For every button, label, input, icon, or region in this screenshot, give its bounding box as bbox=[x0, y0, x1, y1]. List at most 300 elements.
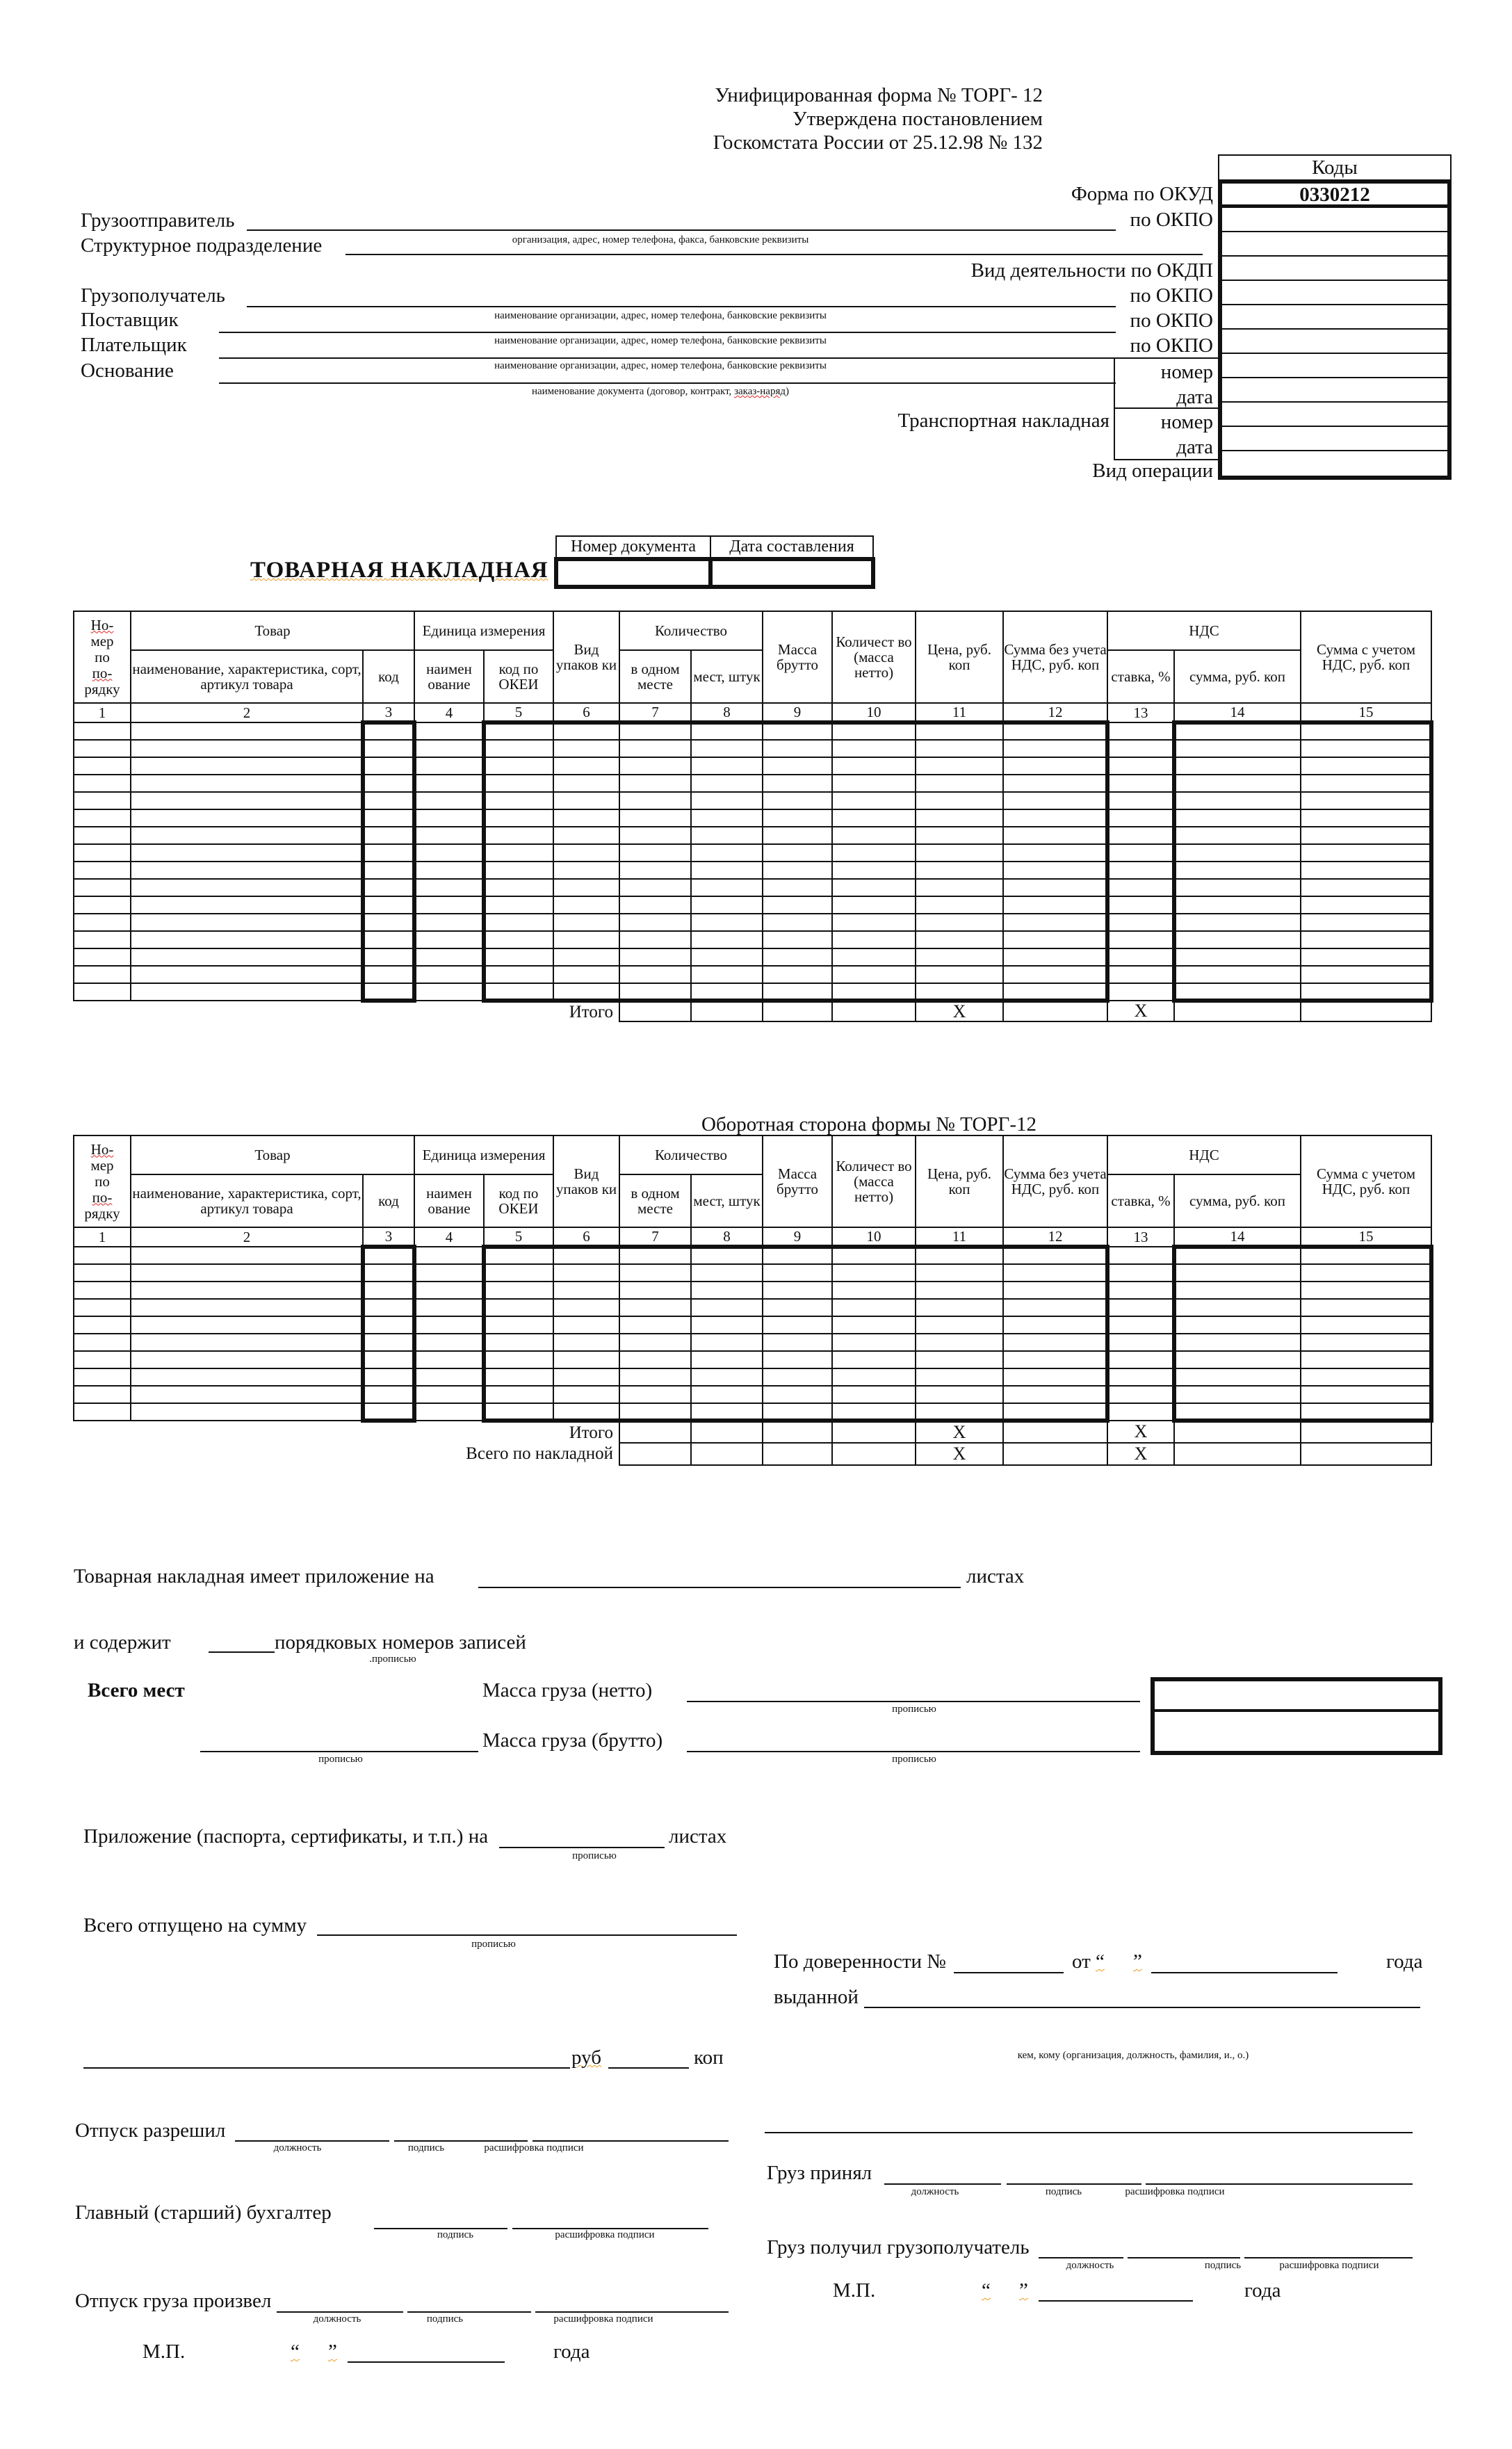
table-cell[interactable] bbox=[916, 740, 1003, 757]
table-cell[interactable] bbox=[74, 827, 131, 844]
table-cell[interactable] bbox=[484, 1316, 553, 1334]
table-cell[interactable] bbox=[484, 740, 553, 757]
transport-date-code[interactable] bbox=[1222, 427, 1447, 451]
table-cell[interactable] bbox=[1301, 931, 1431, 948]
gross-mass-value[interactable] bbox=[1155, 1712, 1438, 1751]
table-cell[interactable] bbox=[916, 931, 1003, 948]
total-cell[interactable] bbox=[619, 1443, 691, 1465]
table-cell[interactable] bbox=[763, 740, 832, 757]
released-sum-field[interactable] bbox=[317, 1934, 737, 1936]
table-cell[interactable] bbox=[619, 1316, 691, 1334]
table-cell[interactable] bbox=[832, 1334, 916, 1351]
table-cell[interactable] bbox=[916, 827, 1003, 844]
table-cell[interactable] bbox=[414, 879, 484, 896]
table-cell[interactable] bbox=[691, 1247, 763, 1264]
table-cell[interactable] bbox=[1174, 931, 1301, 948]
table-cell[interactable] bbox=[916, 1264, 1003, 1282]
table-cell[interactable] bbox=[414, 740, 484, 757]
table-cell[interactable] bbox=[916, 966, 1003, 983]
total-places-field[interactable] bbox=[200, 1751, 478, 1752]
table-cell[interactable] bbox=[414, 1247, 484, 1264]
table-cell[interactable] bbox=[1301, 896, 1431, 914]
table-cell[interactable] bbox=[1301, 809, 1431, 827]
attachments-field[interactable] bbox=[499, 1847, 665, 1848]
table-cell[interactable] bbox=[131, 775, 363, 792]
total-cell[interactable] bbox=[691, 1443, 763, 1465]
table-cell[interactable] bbox=[131, 1334, 363, 1351]
table-cell[interactable] bbox=[916, 1403, 1003, 1421]
table-cell[interactable] bbox=[1107, 1334, 1174, 1351]
table-cell[interactable] bbox=[832, 931, 916, 948]
table-cell[interactable] bbox=[131, 862, 363, 879]
table-cell[interactable] bbox=[553, 983, 619, 1001]
table-cell[interactable] bbox=[619, 775, 691, 792]
table-cell[interactable] bbox=[916, 948, 1003, 966]
table-cell[interactable] bbox=[1174, 1316, 1301, 1334]
table-cell[interactable] bbox=[916, 879, 1003, 896]
table-cell[interactable] bbox=[1174, 1386, 1301, 1403]
table-cell[interactable] bbox=[553, 966, 619, 983]
table-cell[interactable] bbox=[414, 722, 484, 740]
table-cell[interactable] bbox=[363, 931, 414, 948]
table-cell[interactable] bbox=[1003, 879, 1107, 896]
table-cell[interactable] bbox=[1107, 827, 1174, 844]
table-cell[interactable] bbox=[763, 1247, 832, 1264]
table-cell[interactable] bbox=[1174, 827, 1301, 844]
table-cell[interactable] bbox=[1301, 1334, 1431, 1351]
table-cell[interactable] bbox=[1174, 914, 1301, 931]
table-cell[interactable] bbox=[1107, 931, 1174, 948]
table-cell[interactable] bbox=[484, 1264, 553, 1282]
table-cell[interactable] bbox=[832, 1368, 916, 1386]
total-cell[interactable] bbox=[619, 1421, 691, 1443]
table-cell[interactable] bbox=[1174, 1264, 1301, 1282]
table-cell[interactable] bbox=[74, 879, 131, 896]
total-cell[interactable] bbox=[763, 1421, 832, 1443]
table-cell[interactable] bbox=[691, 1264, 763, 1282]
table-cell[interactable] bbox=[74, 775, 131, 792]
table-cell[interactable] bbox=[763, 792, 832, 809]
table-cell[interactable] bbox=[832, 775, 916, 792]
table-cell[interactable] bbox=[1003, 792, 1107, 809]
table-cell[interactable] bbox=[1107, 896, 1174, 914]
table-cell[interactable] bbox=[619, 1282, 691, 1299]
table-cell[interactable] bbox=[832, 1264, 916, 1282]
table-cell[interactable] bbox=[363, 879, 414, 896]
table-cell[interactable] bbox=[74, 966, 131, 983]
table-cell[interactable] bbox=[363, 1386, 414, 1403]
table-cell[interactable] bbox=[1003, 1386, 1107, 1403]
receiver-field[interactable] bbox=[247, 306, 1116, 307]
table-cell[interactable] bbox=[763, 775, 832, 792]
table-cell[interactable] bbox=[916, 914, 1003, 931]
table-cell[interactable] bbox=[414, 914, 484, 931]
table-cell[interactable] bbox=[691, 844, 763, 862]
table-cell[interactable] bbox=[553, 896, 619, 914]
table-cell[interactable] bbox=[484, 1351, 553, 1368]
table-cell[interactable] bbox=[763, 879, 832, 896]
total-cell[interactable] bbox=[832, 1001, 916, 1021]
table-cell[interactable] bbox=[619, 1386, 691, 1403]
table-cell[interactable] bbox=[553, 1368, 619, 1386]
table-cell[interactable] bbox=[691, 896, 763, 914]
total-cell[interactable] bbox=[832, 1443, 916, 1465]
table-cell[interactable] bbox=[484, 827, 553, 844]
table-cell[interactable] bbox=[763, 914, 832, 931]
table-cell[interactable] bbox=[363, 983, 414, 1001]
table-cell[interactable] bbox=[1174, 1351, 1301, 1368]
table-cell[interactable] bbox=[363, 792, 414, 809]
table-cell[interactable] bbox=[414, 1403, 484, 1421]
table-cell[interactable] bbox=[691, 862, 763, 879]
table-cell[interactable] bbox=[1003, 862, 1107, 879]
table-cell[interactable] bbox=[691, 966, 763, 983]
table-cell[interactable] bbox=[691, 1299, 763, 1316]
table-cell[interactable] bbox=[553, 827, 619, 844]
table-cell[interactable] bbox=[414, 827, 484, 844]
table-cell[interactable] bbox=[484, 896, 553, 914]
release-decoding-field[interactable] bbox=[533, 2140, 729, 2142]
table-cell[interactable] bbox=[619, 966, 691, 983]
total-cell[interactable] bbox=[832, 1421, 916, 1443]
kop-field[interactable] bbox=[608, 2067, 689, 2069]
table-cell[interactable] bbox=[131, 1403, 363, 1421]
table-cell[interactable] bbox=[553, 809, 619, 827]
table-cell[interactable] bbox=[1174, 1282, 1301, 1299]
table-cell[interactable] bbox=[1003, 1316, 1107, 1334]
table-cell[interactable] bbox=[1003, 1334, 1107, 1351]
table-cell[interactable] bbox=[691, 809, 763, 827]
table-cell[interactable] bbox=[74, 740, 131, 757]
table-cell[interactable] bbox=[131, 757, 363, 775]
table-cell[interactable] bbox=[619, 1334, 691, 1351]
transport-number-code[interactable] bbox=[1222, 403, 1447, 427]
table-cell[interactable] bbox=[553, 1264, 619, 1282]
table-cell[interactable] bbox=[832, 879, 916, 896]
operation-type-code[interactable] bbox=[1222, 451, 1447, 476]
table-cell[interactable] bbox=[1003, 1403, 1107, 1421]
table-cell[interactable] bbox=[131, 879, 363, 896]
table-cell[interactable] bbox=[553, 1334, 619, 1351]
table-cell[interactable] bbox=[1107, 792, 1174, 809]
table-cell[interactable] bbox=[484, 862, 553, 879]
table-cell[interactable] bbox=[619, 983, 691, 1001]
table-cell[interactable] bbox=[1174, 844, 1301, 862]
table-cell[interactable] bbox=[1301, 740, 1431, 757]
table-cell[interactable] bbox=[131, 1264, 363, 1282]
table-cell[interactable] bbox=[363, 827, 414, 844]
table-cell[interactable] bbox=[619, 914, 691, 931]
table-cell[interactable] bbox=[1003, 896, 1107, 914]
table-cell[interactable] bbox=[1107, 757, 1174, 775]
table-cell[interactable] bbox=[414, 983, 484, 1001]
table-cell[interactable] bbox=[363, 1247, 414, 1264]
table-cell[interactable] bbox=[1301, 1247, 1431, 1264]
table-cell[interactable] bbox=[74, 931, 131, 948]
table-cell[interactable] bbox=[553, 1282, 619, 1299]
table-cell[interactable] bbox=[553, 948, 619, 966]
total-cell[interactable] bbox=[763, 1443, 832, 1465]
table-cell[interactable] bbox=[484, 1403, 553, 1421]
table-cell[interactable] bbox=[619, 896, 691, 914]
table-cell[interactable] bbox=[363, 1299, 414, 1316]
table-cell[interactable] bbox=[484, 757, 553, 775]
table-cell[interactable] bbox=[1107, 1282, 1174, 1299]
okpo-sender-code[interactable] bbox=[1222, 208, 1447, 232]
table-cell[interactable] bbox=[1174, 862, 1301, 879]
table-cell[interactable] bbox=[414, 809, 484, 827]
table-cell[interactable] bbox=[763, 1316, 832, 1334]
table-cell[interactable] bbox=[1301, 775, 1431, 792]
table-cell[interactable] bbox=[1107, 1264, 1174, 1282]
table-cell[interactable] bbox=[553, 792, 619, 809]
issued-field-2[interactable] bbox=[765, 2132, 1413, 2133]
table-cell[interactable] bbox=[1003, 1264, 1107, 1282]
table-cell[interactable] bbox=[131, 809, 363, 827]
table-cell[interactable] bbox=[131, 931, 363, 948]
table-cell[interactable] bbox=[832, 792, 916, 809]
sender-field[interactable] bbox=[247, 229, 1116, 231]
table-cell[interactable] bbox=[1174, 1368, 1301, 1386]
table-cell[interactable] bbox=[484, 948, 553, 966]
table-cell[interactable] bbox=[484, 931, 553, 948]
table-cell[interactable] bbox=[484, 966, 553, 983]
table-cell[interactable] bbox=[916, 1299, 1003, 1316]
table-cell[interactable] bbox=[1003, 775, 1107, 792]
table-cell[interactable] bbox=[131, 948, 363, 966]
table-cell[interactable] bbox=[414, 1386, 484, 1403]
table-cell[interactable] bbox=[414, 1334, 484, 1351]
table-cell[interactable] bbox=[691, 1316, 763, 1334]
total-cell[interactable] bbox=[619, 1001, 691, 1021]
table-cell[interactable] bbox=[763, 757, 832, 775]
table-cell[interactable] bbox=[484, 1386, 553, 1403]
table-cell[interactable] bbox=[1301, 792, 1431, 809]
table-cell[interactable] bbox=[1174, 740, 1301, 757]
table-cell[interactable] bbox=[916, 1282, 1003, 1299]
table-cell[interactable] bbox=[1003, 966, 1107, 983]
table-cell[interactable] bbox=[691, 740, 763, 757]
accepted-position-field[interactable] bbox=[884, 2183, 1001, 2185]
okpo-receiver-code[interactable] bbox=[1222, 281, 1447, 305]
poa-number-field[interactable] bbox=[954, 1972, 1064, 1973]
table-cell[interactable] bbox=[763, 722, 832, 740]
table-cell[interactable] bbox=[414, 1264, 484, 1282]
release-signature-field[interactable] bbox=[394, 2140, 528, 2142]
table-cell[interactable] bbox=[832, 1247, 916, 1264]
table-cell[interactable] bbox=[832, 1282, 916, 1299]
table-cell[interactable] bbox=[363, 1264, 414, 1282]
table-cell[interactable] bbox=[1174, 1299, 1301, 1316]
table-cell[interactable] bbox=[484, 1299, 553, 1316]
issued-field[interactable] bbox=[864, 2007, 1420, 2008]
table-cell[interactable] bbox=[691, 1334, 763, 1351]
table-cell[interactable] bbox=[691, 827, 763, 844]
table-cell[interactable] bbox=[1301, 862, 1431, 879]
table-cell[interactable] bbox=[1107, 809, 1174, 827]
table-cell[interactable] bbox=[1003, 809, 1107, 827]
total-cell[interactable] bbox=[1301, 1443, 1431, 1465]
table-cell[interactable] bbox=[1107, 879, 1174, 896]
table-cell[interactable] bbox=[619, 809, 691, 827]
total-cell[interactable] bbox=[1174, 1421, 1301, 1443]
table-cell[interactable] bbox=[484, 809, 553, 827]
table-cell[interactable] bbox=[363, 809, 414, 827]
total-cell[interactable] bbox=[1174, 1001, 1301, 1021]
table-cell[interactable] bbox=[1301, 966, 1431, 983]
table-cell[interactable] bbox=[131, 966, 363, 983]
table-cell[interactable] bbox=[763, 966, 832, 983]
table-cell[interactable] bbox=[1003, 1351, 1107, 1368]
table-cell[interactable] bbox=[691, 792, 763, 809]
table-cell[interactable] bbox=[1174, 879, 1301, 896]
table-cell[interactable] bbox=[691, 879, 763, 896]
table-cell[interactable] bbox=[131, 983, 363, 1001]
table-cell[interactable] bbox=[832, 966, 916, 983]
table-cell[interactable] bbox=[763, 931, 832, 948]
table-cell[interactable] bbox=[763, 1264, 832, 1282]
table-cell[interactable] bbox=[1107, 983, 1174, 1001]
table-cell[interactable] bbox=[1174, 1247, 1301, 1264]
received-position-field[interactable] bbox=[1039, 2257, 1123, 2258]
table-cell[interactable] bbox=[832, 862, 916, 879]
table-cell[interactable] bbox=[691, 1368, 763, 1386]
table-cell[interactable] bbox=[916, 1247, 1003, 1264]
doc-date-value[interactable] bbox=[710, 559, 873, 587]
okpo-payer-code[interactable] bbox=[1222, 330, 1447, 354]
table-cell[interactable] bbox=[1301, 1282, 1431, 1299]
table-cell[interactable] bbox=[619, 1403, 691, 1421]
table-cell[interactable] bbox=[131, 1368, 363, 1386]
table-cell[interactable] bbox=[1174, 792, 1301, 809]
table-cell[interactable] bbox=[414, 1351, 484, 1368]
table-cell[interactable] bbox=[832, 722, 916, 740]
table-cell[interactable] bbox=[763, 862, 832, 879]
gross-mass-field[interactable] bbox=[687, 1751, 1140, 1752]
basis-field[interactable] bbox=[219, 382, 1116, 384]
table-cell[interactable] bbox=[1301, 983, 1431, 1001]
total-cell[interactable] bbox=[1174, 1443, 1301, 1465]
table-cell[interactable] bbox=[363, 896, 414, 914]
table-cell[interactable] bbox=[691, 931, 763, 948]
table-cell[interactable] bbox=[1107, 1247, 1174, 1264]
table-cell[interactable] bbox=[74, 722, 131, 740]
table-cell[interactable] bbox=[553, 722, 619, 740]
table-cell[interactable] bbox=[691, 1386, 763, 1403]
table-cell[interactable] bbox=[74, 862, 131, 879]
table-cell[interactable] bbox=[916, 722, 1003, 740]
table-cell[interactable] bbox=[74, 1386, 131, 1403]
table-cell[interactable] bbox=[1003, 1299, 1107, 1316]
table-cell[interactable] bbox=[1003, 757, 1107, 775]
table-cell[interactable] bbox=[553, 1403, 619, 1421]
table-cell[interactable] bbox=[763, 844, 832, 862]
table-cell[interactable] bbox=[484, 1368, 553, 1386]
records-count-field[interactable] bbox=[209, 1651, 275, 1653]
total-cell[interactable] bbox=[691, 1001, 763, 1021]
table-cell[interactable] bbox=[916, 775, 1003, 792]
table-cell[interactable] bbox=[691, 775, 763, 792]
table-cell[interactable] bbox=[74, 1403, 131, 1421]
table-cell[interactable] bbox=[1174, 809, 1301, 827]
table-cell[interactable] bbox=[484, 1334, 553, 1351]
table-cell[interactable] bbox=[74, 757, 131, 775]
table-cell[interactable] bbox=[763, 827, 832, 844]
table-cell[interactable] bbox=[363, 966, 414, 983]
table-cell[interactable] bbox=[916, 1368, 1003, 1386]
table-cell[interactable] bbox=[553, 1316, 619, 1334]
doc-number-value[interactable] bbox=[556, 559, 710, 587]
table-cell[interactable] bbox=[832, 1386, 916, 1403]
table-cell[interactable] bbox=[1003, 722, 1107, 740]
table-cell[interactable] bbox=[414, 757, 484, 775]
table-cell[interactable] bbox=[1003, 1282, 1107, 1299]
table-cell[interactable] bbox=[1301, 1351, 1431, 1368]
okud-code[interactable]: 0330212 bbox=[1222, 184, 1447, 208]
table-cell[interactable] bbox=[832, 1403, 916, 1421]
table-cell[interactable] bbox=[916, 792, 1003, 809]
table-cell[interactable] bbox=[763, 809, 832, 827]
table-cell[interactable] bbox=[832, 1299, 916, 1316]
okdp-code[interactable] bbox=[1222, 257, 1447, 281]
table-cell[interactable] bbox=[74, 1247, 131, 1264]
table-cell[interactable] bbox=[131, 1316, 363, 1334]
table-cell[interactable] bbox=[1174, 722, 1301, 740]
poa-date-field[interactable] bbox=[1151, 1972, 1338, 1973]
table-cell[interactable] bbox=[363, 1351, 414, 1368]
table-cell[interactable] bbox=[619, 931, 691, 948]
table-cell[interactable] bbox=[414, 931, 484, 948]
table-cell[interactable] bbox=[1107, 1299, 1174, 1316]
table-cell[interactable] bbox=[1003, 914, 1107, 931]
table-cell[interactable] bbox=[763, 1403, 832, 1421]
table-cell[interactable] bbox=[74, 1282, 131, 1299]
table-cell[interactable] bbox=[553, 1351, 619, 1368]
table-cell[interactable] bbox=[363, 1403, 414, 1421]
table-cell[interactable] bbox=[74, 1316, 131, 1334]
table-cell[interactable] bbox=[1003, 983, 1107, 1001]
table-cell[interactable] bbox=[763, 1368, 832, 1386]
table-cell[interactable] bbox=[74, 844, 131, 862]
table-cell[interactable] bbox=[363, 722, 414, 740]
supplier-field[interactable] bbox=[219, 332, 1116, 333]
total-cell[interactable] bbox=[1003, 1421, 1107, 1443]
table-cell[interactable] bbox=[1301, 757, 1431, 775]
table-cell[interactable] bbox=[1301, 1368, 1431, 1386]
table-cell[interactable] bbox=[414, 775, 484, 792]
table-cell[interactable] bbox=[691, 983, 763, 1001]
date-field-right[interactable] bbox=[1039, 2300, 1193, 2302]
table-cell[interactable] bbox=[1107, 775, 1174, 792]
table-cell[interactable] bbox=[74, 1299, 131, 1316]
table-cell[interactable] bbox=[916, 809, 1003, 827]
table-cell[interactable] bbox=[832, 844, 916, 862]
table-cell[interactable] bbox=[74, 1264, 131, 1282]
table-cell[interactable] bbox=[414, 1299, 484, 1316]
table-cell[interactable] bbox=[553, 1299, 619, 1316]
table-cell[interactable] bbox=[619, 1264, 691, 1282]
table-cell[interactable] bbox=[619, 879, 691, 896]
table-cell[interactable] bbox=[363, 1368, 414, 1386]
table-cell[interactable] bbox=[1174, 1403, 1301, 1421]
table-cell[interactable] bbox=[74, 1334, 131, 1351]
table-cell[interactable] bbox=[553, 931, 619, 948]
table-cell[interactable] bbox=[484, 844, 553, 862]
shipment-decoding-field[interactable] bbox=[535, 2311, 729, 2313]
table-cell[interactable] bbox=[414, 966, 484, 983]
table-cell[interactable] bbox=[131, 896, 363, 914]
basis-date-code[interactable] bbox=[1222, 378, 1447, 403]
